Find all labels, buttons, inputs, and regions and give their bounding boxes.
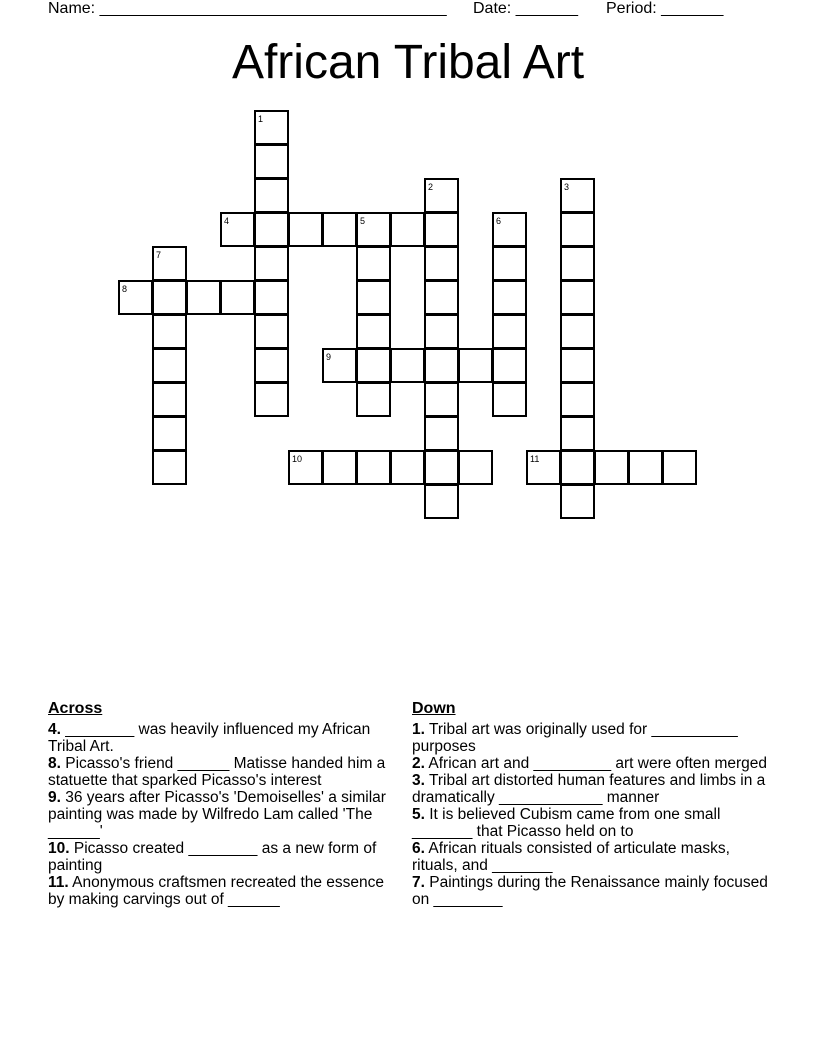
crossword-cell[interactable] bbox=[152, 280, 187, 315]
crossword-cell[interactable] bbox=[288, 450, 323, 485]
clue-number-label: 9. bbox=[48, 789, 61, 806]
across-clue bbox=[48, 721, 400, 755]
crossword-cell[interactable] bbox=[560, 280, 595, 315]
crossword-cell[interactable] bbox=[424, 416, 459, 451]
crossword-cell[interactable] bbox=[560, 382, 595, 417]
clue-number-label: 5. bbox=[412, 806, 425, 823]
crossword-cell[interactable] bbox=[560, 450, 595, 485]
crossword-cell[interactable] bbox=[492, 382, 527, 417]
crossword-cell[interactable] bbox=[356, 450, 391, 485]
crossword-cell[interactable] bbox=[594, 450, 629, 485]
crossword-cell[interactable] bbox=[424, 348, 459, 383]
across-heading: Across bbox=[48, 700, 103, 717]
crossword-cell[interactable] bbox=[424, 246, 459, 281]
clue-number-label: 4. bbox=[48, 721, 61, 738]
crossword-cell[interactable] bbox=[356, 382, 391, 417]
clue-number: 2 bbox=[428, 182, 434, 192]
crossword-cell[interactable] bbox=[322, 450, 357, 485]
crossword-cell[interactable] bbox=[288, 212, 323, 247]
down-clues bbox=[412, 700, 772, 908]
clue-text: Tribal art was originally used for __________ purposes bbox=[412, 721, 738, 755]
crossword-cell[interactable] bbox=[424, 314, 459, 349]
crossword-cell[interactable] bbox=[492, 314, 527, 349]
crossword-cell[interactable] bbox=[390, 450, 425, 485]
crossword-cell[interactable] bbox=[356, 246, 391, 281]
crossword-cell[interactable] bbox=[662, 450, 697, 485]
crossword-cell[interactable] bbox=[560, 178, 595, 213]
crossword-cell[interactable] bbox=[254, 178, 289, 213]
across-clue bbox=[48, 789, 400, 840]
crossword-cell[interactable] bbox=[492, 280, 527, 315]
crossword-cell[interactable] bbox=[356, 280, 391, 315]
crossword-cell[interactable] bbox=[186, 280, 221, 315]
clue-number-label: 7. bbox=[412, 874, 425, 891]
down-clue bbox=[412, 755, 772, 772]
crossword-cell[interactable] bbox=[356, 314, 391, 349]
clue-text: African rituals consisted of articulate masks, rituals, and _______ bbox=[412, 840, 730, 874]
clue-text: Picasso created ________ as a new form of painting bbox=[48, 840, 377, 874]
crossword-cell[interactable] bbox=[254, 314, 289, 349]
crossword-cell[interactable] bbox=[152, 450, 187, 485]
crossword-cell[interactable] bbox=[254, 212, 289, 247]
down-clue bbox=[412, 721, 772, 755]
crossword-cell[interactable] bbox=[254, 110, 289, 145]
crossword-cell[interactable] bbox=[118, 280, 153, 315]
crossword-cell[interactable] bbox=[254, 382, 289, 417]
clue-text: Anonymous craftsmen recreated the essence by making carvings out of ______ bbox=[48, 874, 385, 908]
crossword-cell[interactable] bbox=[220, 212, 255, 247]
crossword-cell[interactable] bbox=[424, 280, 459, 315]
crossword-cell[interactable] bbox=[424, 382, 459, 417]
clue-number: 5 bbox=[360, 216, 366, 226]
crossword-cell[interactable] bbox=[356, 212, 391, 247]
crossword-cell[interactable] bbox=[152, 348, 187, 383]
crossword-cell[interactable] bbox=[560, 484, 595, 519]
down-clue bbox=[412, 772, 772, 806]
clue-text: Paintings during the Renaissance mainly focused on ________ bbox=[412, 874, 768, 908]
crossword-cell[interactable] bbox=[390, 212, 425, 247]
crossword-cell[interactable] bbox=[526, 450, 561, 485]
crossword-cell[interactable] bbox=[560, 212, 595, 247]
clue-text: African art and _________ art were often merged bbox=[424, 755, 768, 772]
crossword-cell[interactable] bbox=[254, 280, 289, 315]
clue-number-label: 8. bbox=[48, 755, 61, 772]
down-clue bbox=[412, 874, 772, 908]
crossword-cell[interactable] bbox=[458, 348, 493, 383]
clue-number: 7 bbox=[156, 250, 162, 260]
date-field-label: Date: _______ bbox=[473, 0, 578, 17]
crossword-cell[interactable] bbox=[560, 314, 595, 349]
clue-number: 3 bbox=[564, 182, 570, 192]
name-field-label: Name: _______________________________________ bbox=[48, 0, 447, 17]
crossword-cell[interactable] bbox=[152, 416, 187, 451]
crossword-cell[interactable] bbox=[492, 212, 527, 247]
clue-number-label: 11. bbox=[48, 874, 69, 891]
crossword-cell[interactable] bbox=[254, 348, 289, 383]
across-clues bbox=[48, 700, 400, 908]
crossword-cell[interactable] bbox=[152, 246, 187, 281]
clue-text: ________ was heavily influenced my African Tribal Art. bbox=[48, 721, 371, 755]
clue-number: 11 bbox=[530, 454, 540, 464]
crossword-cell[interactable] bbox=[254, 246, 289, 281]
clue-number: 8 bbox=[122, 284, 128, 294]
clue-number: 4 bbox=[224, 216, 230, 226]
crossword-cell[interactable] bbox=[152, 382, 187, 417]
clue-text: Picasso's friend ______ Matisse handed him a statuette that sparked Picasso's interest bbox=[48, 755, 386, 789]
clue-number: 10 bbox=[292, 454, 303, 464]
crossword-cell[interactable] bbox=[322, 348, 357, 383]
clue-text: It is believed Cubism came from one small _______ that Picasso held on to bbox=[412, 806, 721, 840]
clue-number-label: 3. bbox=[412, 772, 425, 789]
clue-text: 36 years after Picasso's 'Demoiselles' a similar painting was made by Wilfredo Lam called 'The ______' bbox=[48, 789, 386, 840]
down-clue bbox=[412, 840, 772, 874]
clue-number-label: 10. bbox=[48, 840, 70, 857]
crossword-cell[interactable] bbox=[356, 348, 391, 383]
crossword-cell[interactable] bbox=[152, 314, 187, 349]
across-clue bbox=[48, 840, 400, 874]
crossword-cell[interactable] bbox=[220, 280, 255, 315]
clue-number: 6 bbox=[496, 216, 502, 226]
crossword-cell[interactable] bbox=[390, 348, 425, 383]
period-field-label: Period: _______ bbox=[606, 0, 724, 17]
clue-number-label: 1. bbox=[412, 721, 425, 738]
clue-number: 9 bbox=[326, 352, 332, 362]
crossword-cell[interactable] bbox=[560, 246, 595, 281]
crossword-cell[interactable] bbox=[424, 212, 459, 247]
crossword-cell[interactable] bbox=[322, 212, 357, 247]
crossword-cell[interactable] bbox=[424, 484, 459, 519]
across-clue bbox=[48, 874, 400, 908]
clue-number-label: 6. bbox=[412, 840, 425, 857]
crossword-cell[interactable] bbox=[424, 450, 459, 485]
crossword-cell[interactable] bbox=[560, 348, 595, 383]
crossword-cell[interactable] bbox=[254, 144, 289, 179]
crossword-cell[interactable] bbox=[492, 246, 527, 281]
page-title: African Tribal Art bbox=[231, 36, 585, 89]
clue-number-label: 2. bbox=[412, 755, 425, 772]
crossword-cell[interactable] bbox=[492, 348, 527, 383]
down-clue bbox=[412, 806, 772, 840]
clue-number: 1 bbox=[258, 114, 264, 124]
crossword-cell[interactable] bbox=[424, 178, 459, 213]
crossword-cell[interactable] bbox=[560, 416, 595, 451]
across-clue bbox=[48, 755, 400, 789]
crossword-cell[interactable] bbox=[458, 450, 493, 485]
clue-text: Tribal art distorted human features and limbs in a dramatically ____________ manner bbox=[412, 772, 766, 806]
crossword-cell[interactable] bbox=[628, 450, 663, 485]
down-heading: Down bbox=[412, 700, 456, 717]
